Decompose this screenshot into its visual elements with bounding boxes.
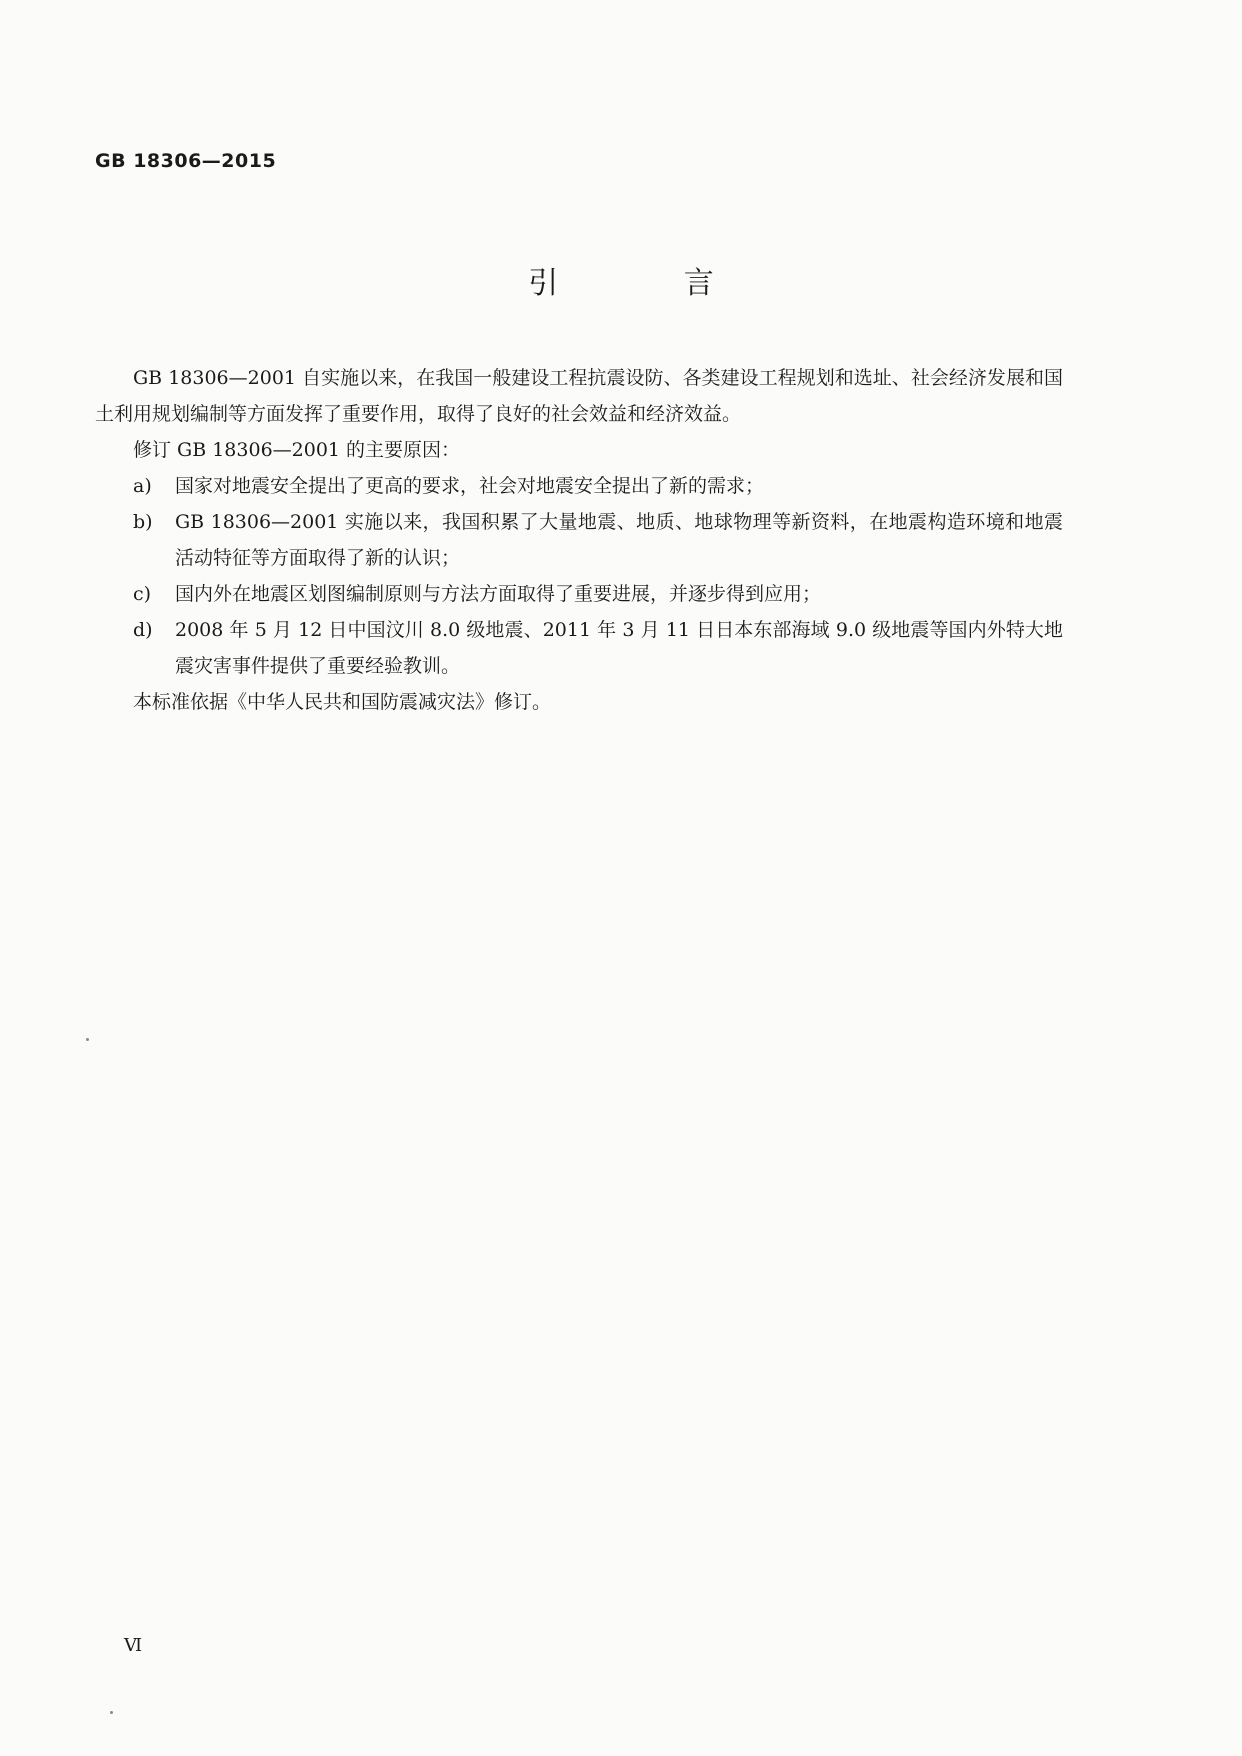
standard-number-header: GB 18306—2015 — [95, 150, 277, 172]
list-item-text: 国内外在地震区划图编制原则与方法方面取得了重要进展，并逐步得到应用； — [175, 583, 822, 605]
revision-reasons-heading: 修订 GB 18306—2001 的主要原因： — [133, 439, 461, 461]
intro-paragraph: GB 18306—2001 自实施以来，在我国一般建设工程抗震设防、各类建设工程规划和选址、社会经济发展和国土利用规划编制等方面发挥了重要作用，取得了良好的社会效益和经济效益。 — [95, 367, 1063, 425]
page-title: 引 言 — [528, 266, 772, 301]
introduction-body — [95, 360, 1063, 720]
list-marker: b) — [133, 511, 153, 533]
list-item-text: 2008 年 5 月 12 日中国汶川 8.0 级地震、2011 年 3 月 11 日日本东部海域 9.0 级地震等国内外特大地震灾害事件提供了重要经验教训。 — [175, 619, 1063, 677]
page-number: Ⅵ — [124, 1635, 143, 1656]
list-marker: a) — [133, 475, 152, 497]
list-item — [95, 468, 1063, 504]
scan-speck — [110, 1711, 113, 1714]
legal-basis-paragraph: 本标准依据《中华人民共和国防震减灾法》修订。 — [133, 691, 552, 713]
list-marker: d) — [133, 619, 153, 641]
list-marker: c) — [133, 583, 152, 605]
list-item — [95, 576, 1063, 612]
list-item — [95, 612, 1063, 684]
list-item-text: 国家对地震安全提出了更高的要求，社会对地震安全提出了新的需求； — [175, 475, 765, 497]
list-item-text: GB 18306—2001 实施以来，我国积累了大量地震、地质、地球物理等新资料，在地震构造环境和地震活动特征等方面取得了新的认识； — [175, 511, 1063, 569]
scan-speck — [86, 1038, 89, 1041]
list-item — [95, 504, 1063, 576]
